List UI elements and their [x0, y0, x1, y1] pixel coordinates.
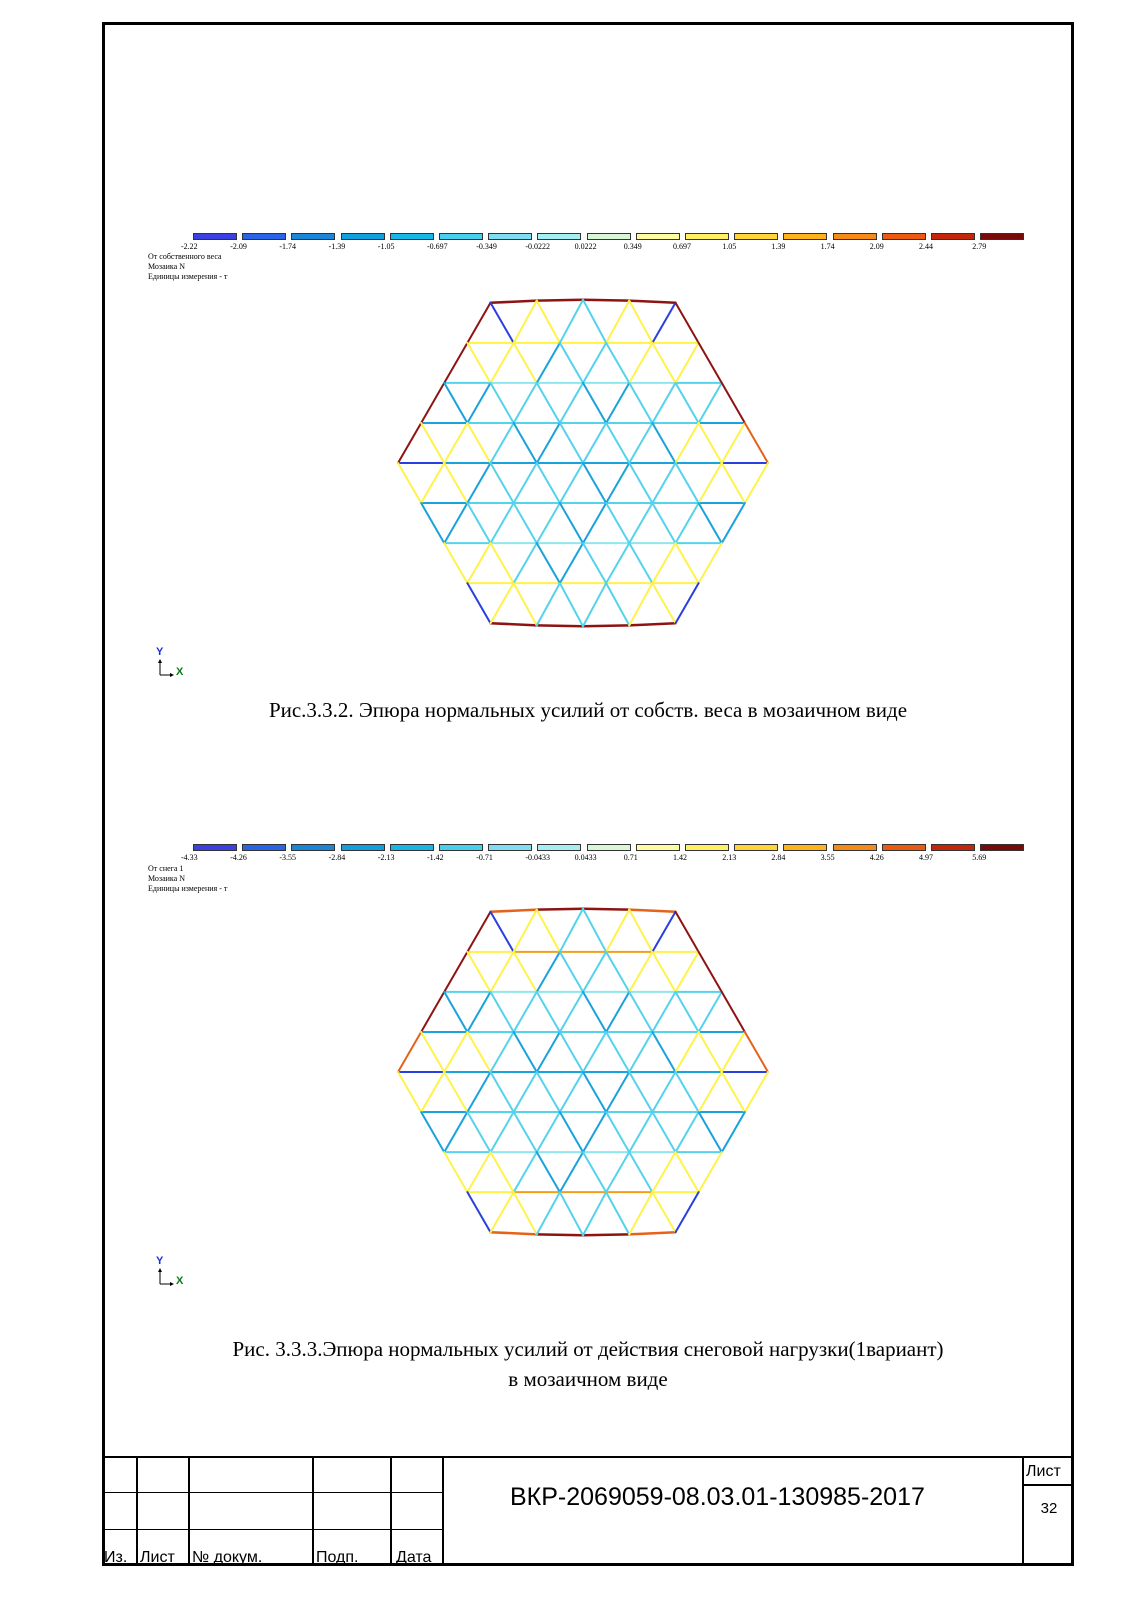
grid-bar [537, 952, 560, 992]
grid-bar [560, 1152, 583, 1192]
legend-tick-label: 0.0222 [574, 242, 597, 251]
grid-bar [629, 1192, 652, 1234]
grid-bar [583, 1234, 629, 1235]
grid-bar [398, 1032, 421, 1072]
grid-bar [676, 1032, 699, 1072]
grid-bar [629, 1232, 675, 1234]
legend-tick-label: -4.33 [181, 853, 198, 862]
grid-bar [652, 1112, 675, 1152]
grid-bar [467, 1072, 490, 1112]
grid-bar [676, 1072, 699, 1112]
grid-bar [467, 952, 490, 992]
grid-bar [514, 1072, 537, 1112]
grid-bar [467, 1032, 490, 1072]
legend-tick-label: -0.0433 [525, 853, 551, 862]
legend-tick-label: -1.39 [328, 242, 346, 251]
legend-tick-label: -4.26 [230, 853, 247, 862]
grid-bar [676, 1152, 699, 1192]
grid-bar [606, 1112, 629, 1152]
stamp-col-rule [136, 1456, 138, 1566]
grid-bar [560, 909, 583, 952]
stamp-row-rule [102, 1492, 444, 1493]
grid-bar [491, 1072, 514, 1112]
grid-bar [537, 1192, 560, 1234]
grid-bar [699, 952, 722, 992]
grid-bar [537, 1032, 560, 1072]
grid-bar [676, 912, 699, 952]
grid-bar [514, 1192, 537, 1234]
legend-tick-label: -2.09 [230, 242, 247, 251]
grid-bar [699, 1112, 722, 1152]
grid-bar [491, 1232, 537, 1234]
legend-tick-label: 2.09 [869, 242, 884, 251]
grid-bar [652, 1032, 675, 1072]
grid-bar [629, 910, 652, 952]
axis-indicator-figure-2 [154, 1257, 186, 1294]
legend-tick-label: -1.05 [377, 242, 395, 251]
grid-bar [699, 1072, 722, 1112]
legend-tick-label: 2.79 [972, 242, 987, 251]
axis-y-label: Y [156, 1255, 164, 1267]
legend-tick-label: -1.74 [279, 242, 297, 251]
grid-bar [699, 992, 722, 1032]
grid-bar [491, 1032, 514, 1072]
grid-bar [583, 1112, 606, 1152]
stamp-header-signature: Подп. [316, 1550, 359, 1566]
grid-bar [583, 909, 606, 952]
figure-1-caption: Рис.3.3.2. Эпюра нормальных усилий от собств. веса в мозаичном виде [268, 698, 908, 722]
grid-bar [652, 1192, 675, 1232]
grid-bar [629, 1072, 652, 1112]
axis-x-label: X [176, 666, 184, 678]
grid-bar [491, 992, 514, 1032]
grid-bar [560, 952, 583, 992]
grid-bar [676, 992, 699, 1032]
grid-bar [606, 1072, 629, 1112]
legend-tick-label: -0.349 [476, 242, 497, 251]
grid-bar [629, 992, 652, 1032]
grid-bar [606, 1032, 629, 1072]
grid-bar [560, 1032, 583, 1072]
legend-info-units: Единицы измерения - т [148, 884, 228, 893]
grid-bar [560, 1192, 583, 1235]
grid-bar [421, 992, 444, 1032]
legend-tick-label: -2.13 [377, 853, 395, 862]
legend-tick-label: 4.26 [869, 853, 884, 862]
legend-info-units: Единицы измерения - т [148, 272, 228, 281]
grid-bar [606, 952, 629, 992]
grid-bar [537, 910, 560, 952]
sheet-cell-rule [1022, 1484, 1074, 1486]
grid-bar [514, 1112, 537, 1152]
legend-tick-label: 0.697 [673, 242, 691, 251]
legend-tick-label: 1.05 [722, 242, 737, 251]
stamp-header-doc-no: № докум. [192, 1550, 263, 1566]
grid-bar [444, 1032, 467, 1072]
legend-tick-label: -2.84 [328, 853, 346, 862]
grid-bar [629, 1032, 652, 1072]
grid-bar [629, 910, 675, 912]
sheet-number: 32 [1040, 1500, 1058, 1517]
grid-bar [722, 1032, 745, 1072]
grid-bar [583, 992, 606, 1032]
legend-tick-label: -0.697 [427, 242, 448, 251]
grid-bar [537, 909, 583, 910]
sheet-label: Лист [1026, 1464, 1061, 1480]
axis-x-label: X [176, 1275, 184, 1287]
grid-bar [652, 912, 675, 952]
grid-bar [745, 1032, 768, 1072]
grid-bar [398, 1072, 421, 1112]
stamp-col-rule [442, 1456, 444, 1566]
legend-tick-label: 2.44 [919, 242, 933, 251]
grid-bar [444, 992, 467, 1032]
grid-bar [676, 952, 699, 992]
grid-bar [421, 1032, 444, 1072]
grid-bar [606, 910, 629, 952]
legend-tick-label: 2.13 [722, 853, 737, 862]
legend-tick-label: -0.71 [476, 853, 493, 862]
legend-tick-label: 5.69 [972, 853, 987, 862]
grid-bar [699, 1152, 722, 1192]
grid-bar [606, 1192, 629, 1234]
grid-bar [467, 1112, 490, 1152]
stamp-top-rule [102, 1456, 1074, 1458]
stamp-header-sheet: Лист [140, 1550, 175, 1566]
grid-bar [514, 1032, 537, 1072]
stamp-row-rule [102, 1529, 444, 1530]
grid-bar [583, 909, 629, 910]
grid-bar [491, 1112, 514, 1152]
stamp-col-rule [390, 1456, 392, 1566]
legend-tick-label: 0.71 [623, 853, 638, 862]
grid-bar [467, 1192, 490, 1232]
figure-2-caption-line-2: в мозаичном виде [508, 1367, 668, 1391]
grid-bar [514, 1152, 537, 1192]
document-code: ВКР-2069059-08.03.01-130985-2017 [510, 1483, 925, 1511]
grid-bar [537, 1072, 560, 1112]
grid-bar [629, 952, 652, 992]
grid-bar [467, 912, 490, 952]
grid-bar [444, 952, 467, 992]
grid-bar [652, 952, 675, 992]
legend-tick-label: 3.55 [820, 853, 835, 862]
grid-bar [491, 910, 537, 912]
grid-bar [652, 1152, 675, 1192]
stamp-col-rule [188, 1456, 190, 1566]
grid-bar [583, 1032, 606, 1072]
grid-bar [467, 1152, 490, 1192]
grid-bar [537, 992, 560, 1032]
legend-tick-label: -3.55 [279, 853, 297, 862]
grid-bar [699, 1032, 722, 1072]
grid-bar [537, 1152, 560, 1192]
legend-tick-label: 0.349 [623, 242, 642, 251]
legend-info-mode: Мозаика N [148, 262, 185, 271]
grid-bar [560, 1072, 583, 1112]
axis-y-label: Y [156, 646, 164, 658]
grid-bar [514, 992, 537, 1032]
grid-bar [606, 992, 629, 1032]
grid-bar [652, 992, 675, 1032]
grid-bar [421, 1112, 444, 1152]
grid-bar [583, 1072, 606, 1112]
grid-bar [421, 1072, 444, 1112]
legend-tick-label: 1.39 [771, 242, 786, 251]
stamp-header-change: Из. [104, 1550, 128, 1566]
stamp-header-date: Дата [396, 1550, 432, 1566]
grid-bar [514, 910, 537, 952]
grid-bar [491, 912, 514, 952]
grid-bar [444, 1152, 467, 1192]
stamp-col-rule [312, 1456, 314, 1566]
title-block [102, 1456, 1074, 1566]
grid-bar [722, 1072, 745, 1112]
grid-bar [560, 1112, 583, 1152]
legend-tick-label: 0.0433 [574, 853, 597, 862]
grid-bar [583, 1152, 606, 1192]
legend-tick-label: 1.42 [673, 853, 687, 862]
grid-bar [676, 1112, 699, 1152]
grid-bar [652, 1072, 675, 1112]
grid-bar [491, 1152, 514, 1192]
grid-bar [629, 1152, 652, 1192]
grid-bar [444, 1072, 467, 1112]
grid-bar [537, 1112, 560, 1152]
legend-info-mode: Мозаика N [148, 874, 185, 883]
grid-bar [676, 1192, 699, 1232]
grid-bar [537, 1234, 583, 1235]
grid-bar [629, 1112, 652, 1152]
legend-tick-label: -1.42 [427, 853, 444, 862]
grid-bar [491, 952, 514, 992]
figure-2-caption-line-1: Рис. 3.3.3.Эпюра нормальных усилий от действия снеговой нагрузки(1вариант) [232, 1337, 944, 1361]
grid-bar [560, 992, 583, 1032]
legend-tick-label: -2.22 [181, 242, 198, 251]
grid-bar [444, 1112, 467, 1152]
grid-bar [583, 1192, 606, 1235]
grid-bar [606, 1152, 629, 1192]
grid-bar [514, 952, 537, 992]
legend-tick-label: 2.84 [771, 853, 786, 862]
legend-tick-label: 4.97 [919, 853, 933, 862]
legend-tick-label: 1.74 [820, 242, 835, 251]
legend-info-load: От собственного веса [148, 252, 222, 261]
grid-bar [722, 1112, 745, 1152]
grid-bar [583, 952, 606, 992]
legend-info-load: От снега 1 [148, 864, 184, 873]
grid-bar [491, 1192, 514, 1232]
grid-bar [722, 992, 745, 1032]
grid-bar [467, 992, 490, 1032]
legend-tick-label: -0.0222 [525, 242, 551, 251]
grid-bar [745, 1072, 768, 1112]
